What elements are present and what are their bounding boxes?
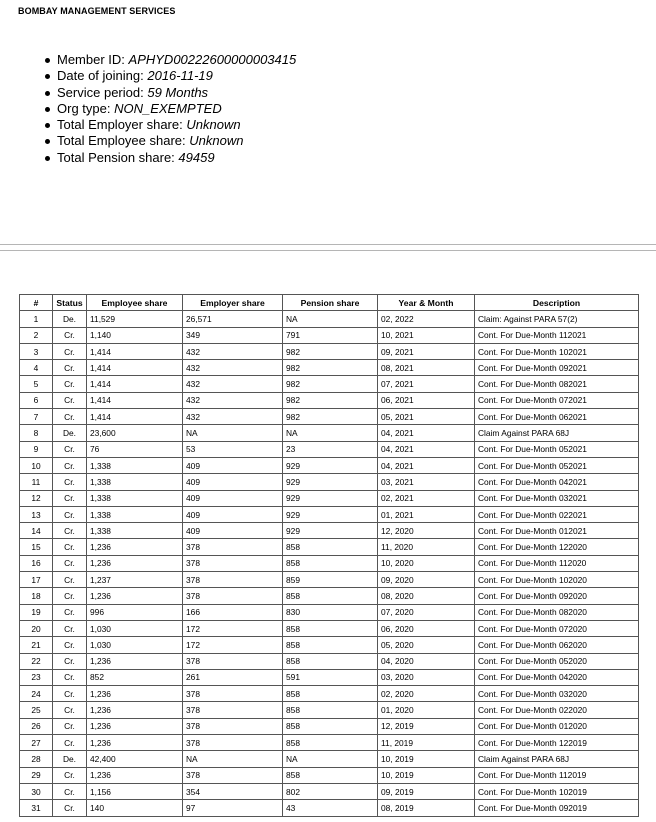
cell-employer-share: 409 <box>183 506 283 522</box>
cell-employer-share: 378 <box>183 735 283 751</box>
cell-pension-share: 858 <box>283 702 378 718</box>
table-row <box>20 474 639 490</box>
cell-employee-share: 1,236 <box>87 588 183 604</box>
table-row <box>20 360 639 376</box>
cell-year-month: 05, 2021 <box>378 409 475 425</box>
cell-year-month: 03, 2020 <box>378 669 475 685</box>
detail-value: NON_EXEMPTED <box>114 100 222 116</box>
detail-label: Total Employer share: <box>57 117 183 133</box>
cell-description: Cont. For Due-Month 072021 <box>475 392 639 408</box>
cell-pension-share: 591 <box>283 669 378 685</box>
detail-item <box>44 68 296 84</box>
cell-status: Cr. <box>53 653 87 669</box>
detail-value: 2016-11-19 <box>147 68 213 84</box>
detail-label: Service period: <box>57 84 144 100</box>
cell-year-month: 12, 2019 <box>378 718 475 734</box>
cell-index: 1 <box>20 311 53 327</box>
table-row <box>20 588 639 604</box>
cell-pension-share: 858 <box>283 539 378 555</box>
cell-pension-share: 43 <box>283 800 378 816</box>
cell-status: De. <box>53 311 87 327</box>
cell-employee-share: 1,414 <box>87 343 183 359</box>
detail-item <box>44 101 296 117</box>
cell-index: 20 <box>20 620 53 636</box>
cell-employer-share: 378 <box>183 767 283 783</box>
table-row <box>20 751 639 767</box>
cell-description: Cont. For Due-Month 012021 <box>475 523 639 539</box>
detail-value: Unknown <box>186 117 241 133</box>
table-row <box>20 425 639 441</box>
cell-employer-share: 409 <box>183 457 283 473</box>
table-row <box>20 311 639 327</box>
col-header-index: # <box>20 295 53 311</box>
cell-employee-share: 1,030 <box>87 620 183 636</box>
cell-status: Cr. <box>53 686 87 702</box>
cell-index: 22 <box>20 653 53 669</box>
cell-employer-share: 53 <box>183 441 283 457</box>
cell-index: 24 <box>20 686 53 702</box>
cell-index: 14 <box>20 523 53 539</box>
cell-description: Cont. For Due-Month 052020 <box>475 653 639 669</box>
table-row <box>20 767 639 783</box>
cell-status: Cr. <box>53 783 87 799</box>
cell-employee-share: 42,400 <box>87 751 183 767</box>
cell-employee-share: 1,236 <box>87 718 183 734</box>
cell-status: Cr. <box>53 523 87 539</box>
cell-employer-share: 172 <box>183 637 283 653</box>
cell-description: Claim: Against PARA 57(2) <box>475 311 639 327</box>
cell-pension-share: 858 <box>283 653 378 669</box>
cell-employee-share: 1,030 <box>87 637 183 653</box>
cell-index: 29 <box>20 767 53 783</box>
cell-description: Cont. For Due-Month 082020 <box>475 604 639 620</box>
cell-pension-share: NA <box>283 425 378 441</box>
cell-employee-share: 1,156 <box>87 783 183 799</box>
cell-pension-share: 929 <box>283 474 378 490</box>
cell-employee-share: 1,338 <box>87 474 183 490</box>
cell-index: 11 <box>20 474 53 490</box>
cell-status: Cr. <box>53 718 87 734</box>
cell-description: Cont. For Due-Month 102021 <box>475 343 639 359</box>
cell-pension-share: 929 <box>283 457 378 473</box>
cell-index: 23 <box>20 669 53 685</box>
cell-year-month: 03, 2021 <box>378 474 475 490</box>
cell-year-month: 12, 2020 <box>378 523 475 539</box>
cell-status: Cr. <box>53 376 87 392</box>
cell-year-month: 01, 2021 <box>378 506 475 522</box>
cell-description: Claim Against PARA 68J <box>475 751 639 767</box>
cell-status: Cr. <box>53 767 87 783</box>
cell-employer-share: 409 <box>183 523 283 539</box>
cell-employee-share: 1,236 <box>87 767 183 783</box>
cell-employee-share: 1,237 <box>87 572 183 588</box>
cell-employee-share: 996 <box>87 604 183 620</box>
cell-employer-share: 378 <box>183 572 283 588</box>
cell-employer-share: 409 <box>183 490 283 506</box>
table-row <box>20 343 639 359</box>
table-row <box>20 669 639 685</box>
cell-index: 27 <box>20 735 53 751</box>
cell-pension-share: 858 <box>283 735 378 751</box>
cell-employee-share: 1,236 <box>87 702 183 718</box>
cell-status: Cr. <box>53 392 87 408</box>
cell-year-month: 08, 2019 <box>378 800 475 816</box>
cell-index: 31 <box>20 800 53 816</box>
cell-employer-share: 172 <box>183 620 283 636</box>
cell-employee-share: 1,414 <box>87 409 183 425</box>
col-header-employee-share: Employee share <box>87 295 183 311</box>
cell-employer-share: 432 <box>183 392 283 408</box>
cell-index: 30 <box>20 783 53 799</box>
col-header-description: Description <box>475 295 639 311</box>
cell-status: Cr. <box>53 343 87 359</box>
detail-item <box>44 117 296 133</box>
cell-status: Cr. <box>53 555 87 571</box>
cell-status: Cr. <box>53 669 87 685</box>
detail-value: Unknown <box>189 133 244 149</box>
cell-employee-share: 852 <box>87 669 183 685</box>
detail-label: Org type: <box>57 100 111 116</box>
cell-status: Cr. <box>53 702 87 718</box>
cell-status: De. <box>53 751 87 767</box>
detail-item <box>44 85 296 101</box>
cell-description: Cont. For Due-Month 102019 <box>475 783 639 799</box>
table-row <box>20 457 639 473</box>
cell-index: 7 <box>20 409 53 425</box>
cell-description: Cont. For Due-Month 052021 <box>475 441 639 457</box>
cell-description: Cont. For Due-Month 102020 <box>475 572 639 588</box>
cell-employer-share: 166 <box>183 604 283 620</box>
cell-status: De. <box>53 425 87 441</box>
cell-employee-share: 1,338 <box>87 490 183 506</box>
cell-pension-share: 802 <box>283 783 378 799</box>
cell-pension-share: 982 <box>283 343 378 359</box>
cell-description: Cont. For Due-Month 112020 <box>475 555 639 571</box>
cell-description: Cont. For Due-Month 082021 <box>475 376 639 392</box>
cell-description: Cont. For Due-Month 032020 <box>475 686 639 702</box>
cell-description: Cont. For Due-Month 042021 <box>475 474 639 490</box>
cell-pension-share: 858 <box>283 620 378 636</box>
cell-employer-share: 432 <box>183 360 283 376</box>
cell-status: Cr. <box>53 409 87 425</box>
cell-employer-share: 354 <box>183 783 283 799</box>
cell-pension-share: 858 <box>283 588 378 604</box>
cell-employer-share: 432 <box>183 343 283 359</box>
cell-employer-share: NA <box>183 425 283 441</box>
cell-year-month: 10, 2020 <box>378 555 475 571</box>
cell-pension-share: NA <box>283 311 378 327</box>
cell-description: Cont. For Due-Month 122019 <box>475 735 639 751</box>
cell-employer-share: 432 <box>183 376 283 392</box>
col-header-year-month: Year & Month <box>378 295 475 311</box>
cell-index: 15 <box>20 539 53 555</box>
cell-year-month: 04, 2020 <box>378 653 475 669</box>
cell-year-month: 06, 2020 <box>378 620 475 636</box>
table-row <box>20 392 639 408</box>
cell-index: 13 <box>20 506 53 522</box>
cell-employee-share: 1,338 <box>87 523 183 539</box>
cell-employee-share: 1,236 <box>87 539 183 555</box>
table-row <box>20 702 639 718</box>
cell-employer-share: 97 <box>183 800 283 816</box>
cell-status: Cr. <box>53 637 87 653</box>
table-row <box>20 686 639 702</box>
cell-pension-share: NA <box>283 751 378 767</box>
cell-description: Cont. For Due-Month 092020 <box>475 588 639 604</box>
cell-year-month: 11, 2020 <box>378 539 475 555</box>
table-row <box>20 506 639 522</box>
cell-employer-share: 261 <box>183 669 283 685</box>
cell-year-month: 02, 2021 <box>378 490 475 506</box>
section-divider <box>0 244 656 251</box>
cell-description: Cont. For Due-Month 072020 <box>475 620 639 636</box>
cell-employee-share: 1,236 <box>87 555 183 571</box>
cell-employer-share: NA <box>183 751 283 767</box>
table-row <box>20 604 639 620</box>
table-row <box>20 327 639 343</box>
cell-employee-share: 1,236 <box>87 686 183 702</box>
cell-status: Cr. <box>53 506 87 522</box>
cell-employer-share: 378 <box>183 555 283 571</box>
cell-year-month: 01, 2020 <box>378 702 475 718</box>
cell-year-month: 07, 2021 <box>378 376 475 392</box>
detail-label: Member ID: <box>57 52 125 67</box>
cell-index: 21 <box>20 637 53 653</box>
cell-index: 6 <box>20 392 53 408</box>
detail-value: APHYD00222600000003415 <box>128 52 297 67</box>
cell-index: 19 <box>20 604 53 620</box>
table-row <box>20 620 639 636</box>
cell-index: 2 <box>20 327 53 343</box>
cell-pension-share: 858 <box>283 555 378 571</box>
cell-index: 3 <box>20 343 53 359</box>
cell-year-month: 04, 2021 <box>378 441 475 457</box>
cell-pension-share: 929 <box>283 490 378 506</box>
cell-status: Cr. <box>53 490 87 506</box>
cell-employer-share: 349 <box>183 327 283 343</box>
table-row <box>20 653 639 669</box>
cell-year-month: 08, 2021 <box>378 360 475 376</box>
cell-year-month: 10, 2019 <box>378 767 475 783</box>
cell-index: 25 <box>20 702 53 718</box>
cell-year-month: 02, 2020 <box>378 686 475 702</box>
table-row <box>20 718 639 734</box>
table-row <box>20 637 639 653</box>
cell-pension-share: 859 <box>283 572 378 588</box>
detail-item <box>44 133 296 149</box>
cell-employee-share: 1,236 <box>87 735 183 751</box>
cell-employer-share: 409 <box>183 474 283 490</box>
detail-label: Total Pension share: <box>57 149 175 165</box>
cell-pension-share: 23 <box>283 441 378 457</box>
cell-pension-share: 982 <box>283 360 378 376</box>
cell-employer-share: 378 <box>183 539 283 555</box>
company-name: BOMBAY MANAGEMENT SERVICES <box>18 6 176 16</box>
cell-status: Cr. <box>53 360 87 376</box>
cell-index: 8 <box>20 425 53 441</box>
cell-employer-share: 432 <box>183 409 283 425</box>
cell-index: 17 <box>20 572 53 588</box>
cell-year-month: 04, 2021 <box>378 425 475 441</box>
cell-description: Cont. For Due-Month 052021 <box>475 457 639 473</box>
cell-employee-share: 23,600 <box>87 425 183 441</box>
cell-status: Cr. <box>53 327 87 343</box>
cell-index: 5 <box>20 376 53 392</box>
cell-status: Cr. <box>53 604 87 620</box>
detail-label: Total Employee share: <box>57 133 186 149</box>
cell-status: Cr. <box>53 457 87 473</box>
cell-pension-share: 929 <box>283 506 378 522</box>
cell-index: 10 <box>20 457 53 473</box>
cell-year-month: 08, 2020 <box>378 588 475 604</box>
cell-status: Cr. <box>53 474 87 490</box>
cell-year-month: 05, 2020 <box>378 637 475 653</box>
detail-value: 49459 <box>178 149 215 165</box>
table-row <box>20 490 639 506</box>
table-header-row <box>20 295 639 311</box>
cell-pension-share: 982 <box>283 392 378 408</box>
cell-pension-share: 929 <box>283 523 378 539</box>
cell-description: Cont. For Due-Month 112019 <box>475 767 639 783</box>
cell-status: Cr. <box>53 735 87 751</box>
cell-description: Cont. For Due-Month 062020 <box>475 637 639 653</box>
table-row <box>20 409 639 425</box>
cell-description: Cont. For Due-Month 032021 <box>475 490 639 506</box>
detail-item <box>44 52 296 68</box>
cell-employer-share: 378 <box>183 686 283 702</box>
table-row <box>20 783 639 799</box>
cell-employer-share: 378 <box>183 653 283 669</box>
detail-item <box>44 150 296 166</box>
cell-description: Cont. For Due-Month 022020 <box>475 702 639 718</box>
cell-description: Cont. For Due-Month 062021 <box>475 409 639 425</box>
table-row <box>20 376 639 392</box>
cell-description: Cont. For Due-Month 122020 <box>475 539 639 555</box>
cell-description: Cont. For Due-Month 092019 <box>475 800 639 816</box>
cell-status: Cr. <box>53 441 87 457</box>
cell-status: Cr. <box>53 800 87 816</box>
cell-year-month: 10, 2021 <box>378 327 475 343</box>
cell-pension-share: 830 <box>283 604 378 620</box>
col-header-pension-share: Pension share <box>283 295 378 311</box>
cell-employee-share: 1,236 <box>87 653 183 669</box>
cell-description: Cont. For Due-Month 092021 <box>475 360 639 376</box>
cell-year-month: 09, 2019 <box>378 783 475 799</box>
cell-pension-share: 791 <box>283 327 378 343</box>
cell-employer-share: 378 <box>183 588 283 604</box>
cell-index: 16 <box>20 555 53 571</box>
col-header-employer-share: Employer share <box>183 295 283 311</box>
cell-pension-share: 858 <box>283 686 378 702</box>
table-row <box>20 572 639 588</box>
table-row <box>20 523 639 539</box>
cell-employee-share: 1,414 <box>87 392 183 408</box>
cell-employee-share: 76 <box>87 441 183 457</box>
contribution-table <box>19 294 639 817</box>
cell-description: Claim Against PARA 68J <box>475 425 639 441</box>
cell-employee-share: 1,338 <box>87 506 183 522</box>
cell-pension-share: 858 <box>283 767 378 783</box>
table-row <box>20 800 639 816</box>
cell-employer-share: 378 <box>183 718 283 734</box>
cell-employer-share: 378 <box>183 702 283 718</box>
cell-pension-share: 982 <box>283 376 378 392</box>
cell-description: Cont. For Due-Month 012020 <box>475 718 639 734</box>
table-body <box>20 311 639 816</box>
cell-employee-share: 140 <box>87 800 183 816</box>
cell-pension-share: 982 <box>283 409 378 425</box>
cell-status: Cr. <box>53 620 87 636</box>
col-header-status: Status <box>53 295 87 311</box>
cell-index: 26 <box>20 718 53 734</box>
cell-status: Cr. <box>53 539 87 555</box>
cell-status: Cr. <box>53 588 87 604</box>
cell-year-month: 06, 2021 <box>378 392 475 408</box>
cell-year-month: 10, 2019 <box>378 751 475 767</box>
table-row <box>20 441 639 457</box>
cell-year-month: 04, 2021 <box>378 457 475 473</box>
cell-employee-share: 1,338 <box>87 457 183 473</box>
cell-employer-share: 26,571 <box>183 311 283 327</box>
cell-index: 4 <box>20 360 53 376</box>
member-details-list <box>44 52 296 166</box>
cell-index: 12 <box>20 490 53 506</box>
cell-description: Cont. For Due-Month 042020 <box>475 669 639 685</box>
cell-description: Cont. For Due-Month 112021 <box>475 327 639 343</box>
cell-index: 18 <box>20 588 53 604</box>
cell-year-month: 09, 2020 <box>378 572 475 588</box>
cell-pension-share: 858 <box>283 718 378 734</box>
cell-index: 28 <box>20 751 53 767</box>
cell-pension-share: 858 <box>283 637 378 653</box>
cell-employee-share: 1,414 <box>87 376 183 392</box>
cell-year-month: 07, 2020 <box>378 604 475 620</box>
table-row <box>20 555 639 571</box>
cell-year-month: 09, 2021 <box>378 343 475 359</box>
cell-status: Cr. <box>53 572 87 588</box>
table-row <box>20 735 639 751</box>
cell-employee-share: 1,414 <box>87 360 183 376</box>
detail-value: 59 Months <box>147 84 209 100</box>
cell-index: 9 <box>20 441 53 457</box>
cell-year-month: 11, 2019 <box>378 735 475 751</box>
table-row <box>20 539 639 555</box>
cell-description: Cont. For Due-Month 022021 <box>475 506 639 522</box>
cell-employee-share: 1,140 <box>87 327 183 343</box>
cell-employee-share: 11,529 <box>87 311 183 327</box>
cell-year-month: 02, 2022 <box>378 311 475 327</box>
detail-label: Date of joining: <box>57 68 144 84</box>
